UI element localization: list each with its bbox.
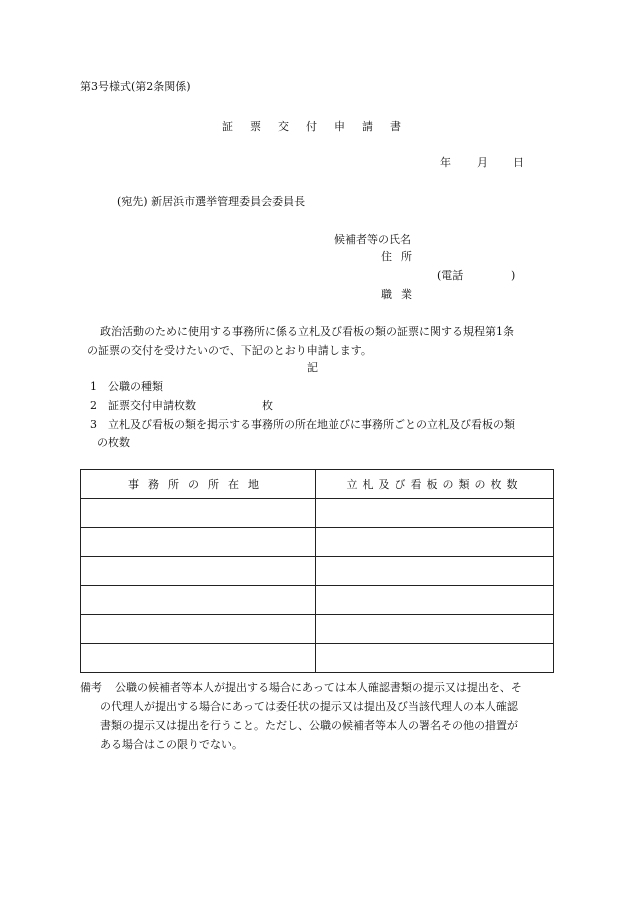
phone-label: (電話	[437, 269, 464, 282]
addressee: (宛先) 新居浜市選挙管理委員会委員長	[117, 195, 306, 208]
item-number: 3	[90, 418, 97, 431]
item-office-locations-line2: の枚数	[97, 436, 130, 449]
table-row	[81, 528, 554, 557]
table-header-row	[81, 470, 554, 499]
table-row	[81, 557, 554, 586]
office-location-cell[interactable]	[81, 615, 316, 644]
item-number: 1	[90, 380, 97, 393]
date-month-label: 月	[477, 156, 488, 169]
body-text-line1: 政治活動のために使用する事務所に係る立札及び看板の類の証票に関する規程第1条	[100, 325, 514, 338]
occupation-label: 職業	[381, 288, 421, 301]
document-title: 証票交付申請書	[222, 120, 418, 133]
form-number: 第3号様式(第2条関係)	[80, 80, 191, 93]
sign-count-cell[interactable]	[316, 615, 554, 644]
table-row	[81, 499, 554, 528]
office-location-cell[interactable]	[81, 499, 316, 528]
table-row	[81, 644, 554, 673]
remarks-label: 備考	[80, 681, 102, 694]
office-location-cell[interactable]	[81, 586, 316, 615]
sign-count-cell[interactable]	[316, 499, 554, 528]
item-office-locations-line1: 立札及び看板の類を掲示する事務所の所在地並びに事務所ごとの立札及び看板の類	[108, 418, 515, 431]
header-office-location: 事務所の所在地	[81, 470, 316, 499]
date-day-label: 日	[513, 156, 524, 169]
header-sign-count: 立札及び看板の類の枚数	[316, 470, 554, 499]
office-location-cell[interactable]	[81, 528, 316, 557]
candidate-name-label: 候補者等の氏名	[334, 233, 411, 246]
sign-count-cell[interactable]	[316, 644, 554, 673]
item-office-type: 公職の種類	[108, 380, 163, 393]
office-sign-table	[80, 469, 554, 673]
item-number: 2	[90, 399, 97, 412]
remarks-line2: の代理人が提出する場合にあっては委任状の提示又は提出及び当該代理人の本人確認	[100, 700, 518, 713]
item-sheet-count: 証票交付申請枚数	[108, 399, 196, 412]
sign-count-cell[interactable]	[316, 586, 554, 615]
item-sheet-unit: 枚	[262, 399, 273, 412]
sign-count-cell[interactable]	[316, 557, 554, 586]
date-year-label: 年	[440, 156, 451, 169]
table-row	[81, 586, 554, 615]
table-row	[81, 615, 554, 644]
sign-count-cell[interactable]	[316, 528, 554, 557]
office-location-cell[interactable]	[81, 557, 316, 586]
ki-heading: 記	[307, 361, 318, 374]
remarks-line3: 書類の提示又は提出を行うこと。ただし、公職の候補者等本人の署名その他の措置が	[100, 719, 518, 732]
address-label: 住所	[381, 250, 421, 263]
phone-close-paren: )	[511, 269, 516, 282]
remarks-line1: 公職の候補者等本人が提出する場合にあっては本人確認書類の提示又は提出を、そ	[115, 681, 522, 694]
body-text-line2: の証票の交付を受けたいので、下記のとおり申請します。	[87, 344, 372, 357]
office-location-cell[interactable]	[81, 644, 316, 673]
remarks-line4: ある場合はこの限りでない。	[100, 738, 243, 751]
